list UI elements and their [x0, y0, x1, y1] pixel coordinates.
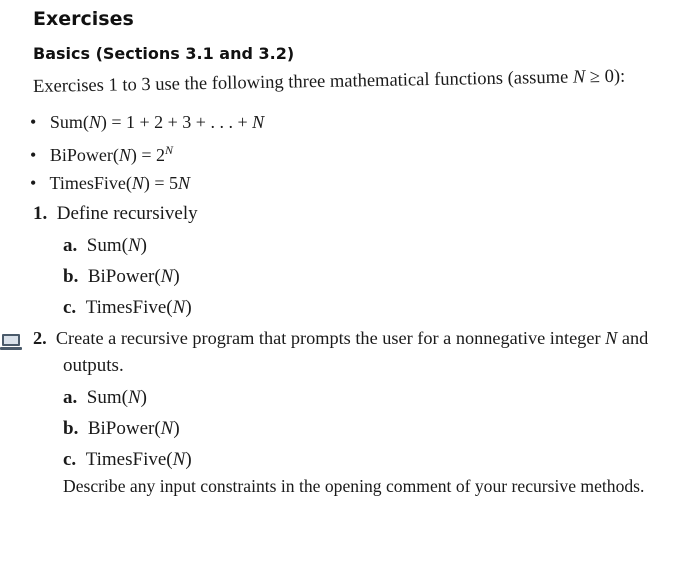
bullet-dot: •: [30, 173, 37, 193]
page-title: Exercises: [33, 8, 134, 30]
bullet-dot: •: [30, 145, 37, 165]
exercise-2-footer: Describe any input constraints in the opening comment of your recursive methods.: [63, 476, 645, 496]
exercise-1-item-b: b. BiPower(N): [63, 266, 180, 287]
exercise-2-item-a: a. Sum(N): [63, 387, 147, 408]
exercise-1-item-a: a. Sum(N): [63, 235, 147, 256]
section-heading: Basics (Sections 3.1 and 3.2): [33, 44, 295, 63]
intro-paragraph: Exercises 1 to 3 use the following three mathematical functions (assume N ≥ 0):: [32, 66, 626, 97]
exercise-2-continuation: outputs.: [63, 355, 124, 376]
laptop-icon: [0, 332, 22, 352]
exercise-2-item-c: c. TimesFive(N): [63, 449, 192, 470]
exercise-2-item-b: b. BiPower(N): [63, 418, 180, 439]
function-bullet-timesfive: • TimesFive(N) = 5N: [30, 173, 191, 193]
exercise-1: 1. Define recursively: [33, 203, 198, 224]
exercise-1-item-c: c. TimesFive(N): [63, 297, 192, 318]
bullet-dot: •: [30, 112, 37, 132]
exercise-2: 2. Create a recursive program that prompts the user for a nonnegative integer N and: [33, 328, 649, 348]
function-bullet-bipower: • BiPower(N) = $2^N$: [30, 143, 173, 165]
function-bullet-sum: • Sum(N) = 1 + 2 + 3 + . . . + N: [30, 112, 265, 132]
